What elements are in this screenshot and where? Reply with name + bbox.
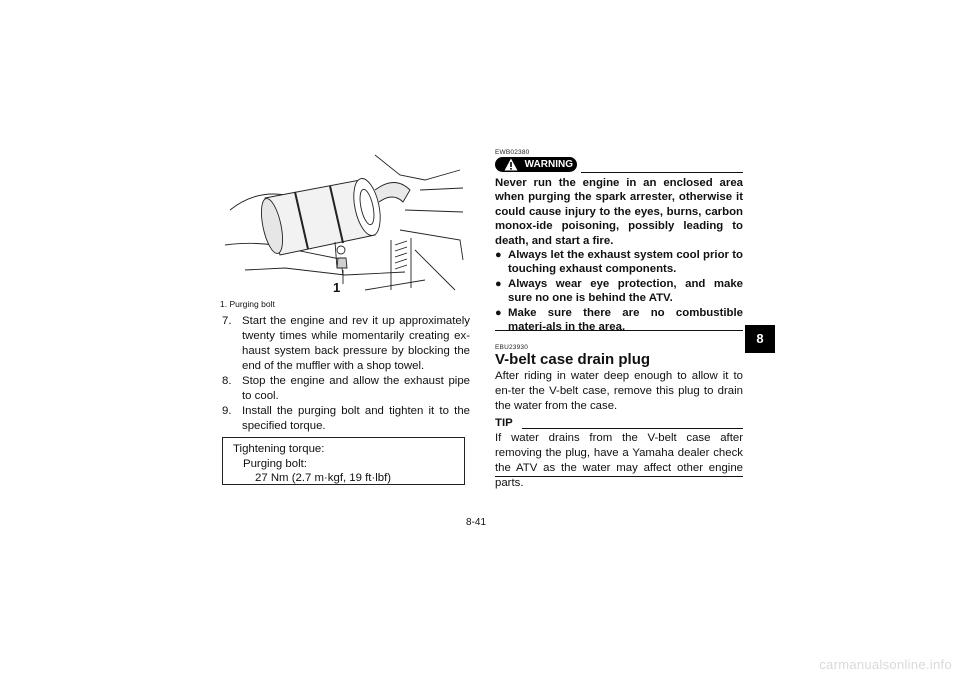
warning-body <box>495 176 743 334</box>
step-text: Start the engine and rev it up approximately twenty times while momentarily creating ex-haust system back pressure by blocking the end of the muffler with a shop towel. <box>242 315 470 372</box>
bullet-icon: ● <box>495 306 502 319</box>
bullet-icon: ● <box>495 277 502 290</box>
tip-body: If water drains from the V-belt case after removing the plug, have a Yamaha dealer check the ATV as the water may affect other engine parts. <box>495 432 743 489</box>
torque-item: Purging bolt: <box>243 457 307 470</box>
torque-heading: Tightening torque: <box>233 443 325 455</box>
warning-code: EWB02380 <box>495 149 530 156</box>
warning-text: Never run the engine in an enclosed area when purging the spark arrester, otherwise it could cause injury to the eyes, burns, carbon monox-ide poisoning, possibly leading to death, and start a fire. <box>495 177 743 247</box>
step-number: 7. <box>222 315 232 327</box>
step-number: 9. <box>222 405 232 417</box>
warning-bullet-text: Make sure there are no combustible materi-als in the area. <box>508 306 743 334</box>
warning-header <box>495 157 743 175</box>
warning-triangle-icon <box>504 158 518 171</box>
figure-caption: 1. Purging bolt <box>220 299 275 309</box>
warning-bullet <box>495 248 743 277</box>
chapter-tab: 8 <box>745 325 775 353</box>
torque-value: 27 Nm (2.7 m·kgf, 19 ft·lbf) <box>255 472 392 484</box>
procedure-steps <box>222 314 470 434</box>
step-text: Install the purging bolt and tighten it to the specified torque. <box>242 405 470 432</box>
warning-label: WARNING <box>524 159 573 170</box>
torque-spec-box <box>222 437 465 485</box>
step-item <box>222 374 470 404</box>
bullet-icon: ● <box>495 249 502 262</box>
warning-bullet <box>495 277 743 306</box>
warning-bullet-text: Always wear eye protection, and make sure no one is behind the ATV. <box>508 277 743 305</box>
section-body: After riding in water deep enough to allow it to en-ter the V-belt case, remove this plug to drain the water from the case. <box>495 370 743 412</box>
step-item <box>222 404 470 434</box>
warning-bullet-text: Always let the exhaust system cool prior to touching exhaust components. <box>508 249 743 276</box>
warning-badge <box>495 157 577 172</box>
page-number: 8-41 <box>466 517 487 528</box>
figure-callout-1: 1 <box>333 280 341 295</box>
warning-end-rule <box>495 330 743 331</box>
tip-rule-top <box>522 428 743 429</box>
warning-rule <box>581 172 743 173</box>
section-title: V-belt case drain plug <box>495 351 651 368</box>
step-item <box>222 314 470 374</box>
section-code: EBU23930 <box>495 344 529 351</box>
purging-bolt-illustration <box>225 150 465 298</box>
step-number: 8. <box>222 375 232 387</box>
watermark: carmanualsonline.info <box>819 657 952 672</box>
tip-label: TIP <box>495 417 513 429</box>
step-text: Stop the engine and allow the exhaust pipe to cool. <box>242 375 470 402</box>
tip-rule-bottom <box>495 476 743 477</box>
